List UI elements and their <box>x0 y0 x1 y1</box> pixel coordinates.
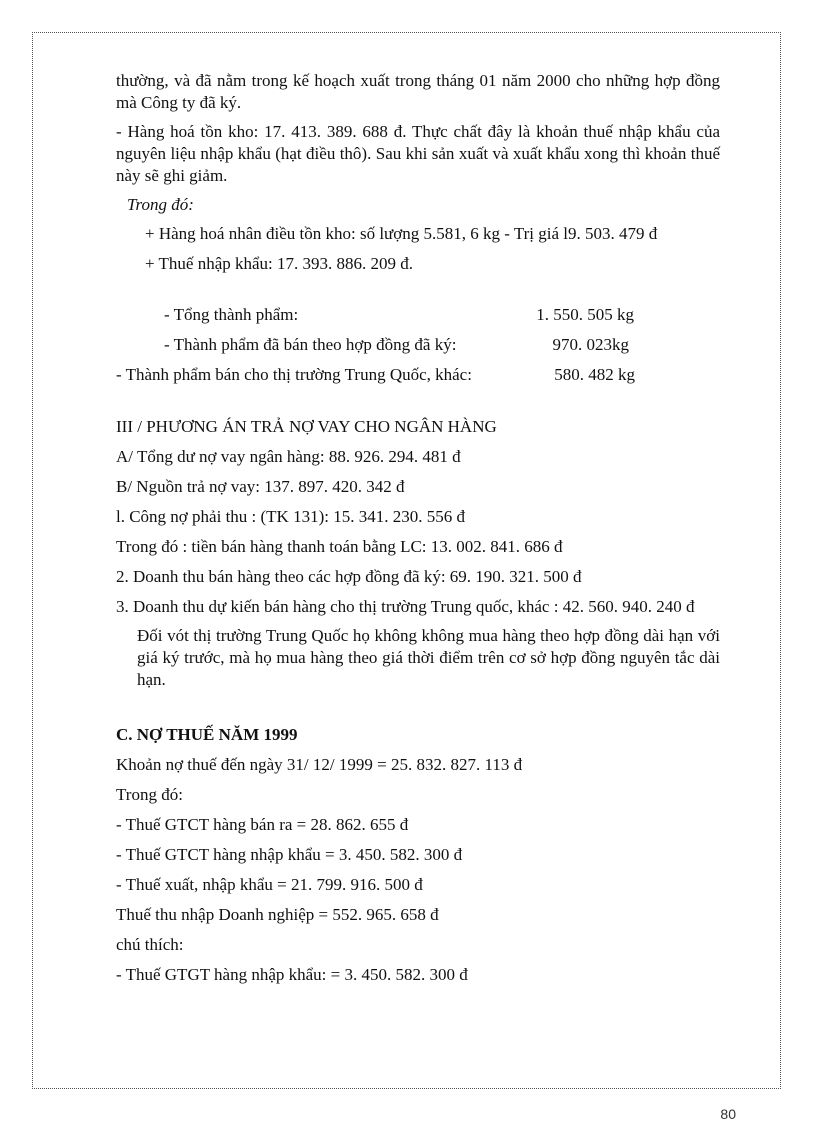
section-3-heading: III / PHƯƠNG ÁN TRẢ NỢ VAY CHO NGÂN HÀNG <box>116 417 497 436</box>
section-3-note: Đối vót thị trường Trung Quốc họ không không mua hàng theo hợp đồng dài hạn với giá ký trước, mà họ mua hàng theo giá thời điểm trên cơ sở hợp đồng nguyên tắc dài hạn. <box>137 626 720 689</box>
stat-row-total <box>116 304 634 326</box>
bullet-import-tax: + Thuế nhập khẩu: 17. 393. 886. 209 đ. <box>145 254 414 273</box>
section-3-line: Trong đó : tiền bán hàng thanh toán bằng LC: 13. 002. 841. 686 đ <box>116 537 563 556</box>
section-c-line: Trong đó: <box>116 785 183 804</box>
section-c-line: - Thuế xuất, nhập khẩu = 21. 799. 916. 500 đ <box>116 875 423 894</box>
page-content <box>116 70 720 986</box>
stat-value: 1. 550. 505 kg <box>536 305 634 324</box>
section-3-line: A/ Tổng dư nợ vay ngân hàng: 88. 926. 294. 481 đ <box>116 447 461 466</box>
section-3-line: B/ Nguồn trả nợ vay: 137. 897. 420. 342 đ <box>116 477 405 496</box>
paragraph-inventory: - Hàng hoá tồn kho: 17. 413. 389. 688 đ. Thực chất đây là khoản thuế nhập khẩu của nguyên liệu nhập khẩu (hạt điều thô). Sau khi sản xuất và xuất khẩu xong thì khoản thuế này sẽ ghi giảm. <box>116 122 720 185</box>
in-which-label: Trong đó: <box>127 195 194 214</box>
section-3-line: l. Công nợ phải thu : (TK 131): 15. 341. 230. 556 đ <box>116 507 465 526</box>
section-c-line: - Thuế GTGT hàng nhập khẩu: = 3. 450. 582. 300 đ <box>116 965 468 984</box>
bullet-cashew-stock: + Hàng hoá nhân điều tồn kho: số lượng 5.581, 6 kg - Trị giá l9. 503. 479 đ <box>145 224 658 243</box>
stat-label: - Thành phẩm đã bán theo hợp đồng đã ký: <box>164 335 457 354</box>
paragraph-continuation: thường, và đã nằm trong kế hoạch xuất trong tháng 01 năm 2000 cho những hợp đồng mà Công ty đã ký. <box>116 71 720 112</box>
section-3-line: 2. Doanh thu bán hàng theo các hợp đồng đã ký: 69. 190. 321. 500 đ <box>116 567 582 586</box>
stat-value: 970. 023kg <box>552 335 629 354</box>
page-number: 80 <box>720 1106 736 1122</box>
section-c-heading: C. NỢ THUẾ NĂM 1999 <box>116 725 298 744</box>
section-c-line: chú thích: <box>116 935 184 954</box>
section-c-line: - Thuế GTCT hàng bán ra = 28. 862. 655 đ <box>116 815 409 834</box>
section-c-line: - Thuế GTCT hàng nhập khẩu = 3. 450. 582. 300 đ <box>116 845 463 864</box>
stat-value: 580. 482 kg <box>554 365 635 384</box>
section-3-line: 3. Doanh thu dự kiến bán hàng cho thị trường Trung quốc, khác : 42. 560. 940. 240 đ <box>116 597 695 616</box>
stat-row-china <box>116 364 635 386</box>
stat-label: - Tổng thành phẩm: <box>164 305 299 324</box>
stat-label: - Thành phẩm bán cho thị trường Trung Quốc, khác: <box>116 365 472 384</box>
section-c-line: Khoản nợ thuế đến ngày 31/ 12/ 1999 = 25. 832. 827. 113 đ <box>116 755 523 774</box>
stat-row-sold <box>116 334 629 356</box>
section-c-line: Thuế thu nhập Doanh nghiệp = 552. 965. 658 đ <box>116 905 439 924</box>
